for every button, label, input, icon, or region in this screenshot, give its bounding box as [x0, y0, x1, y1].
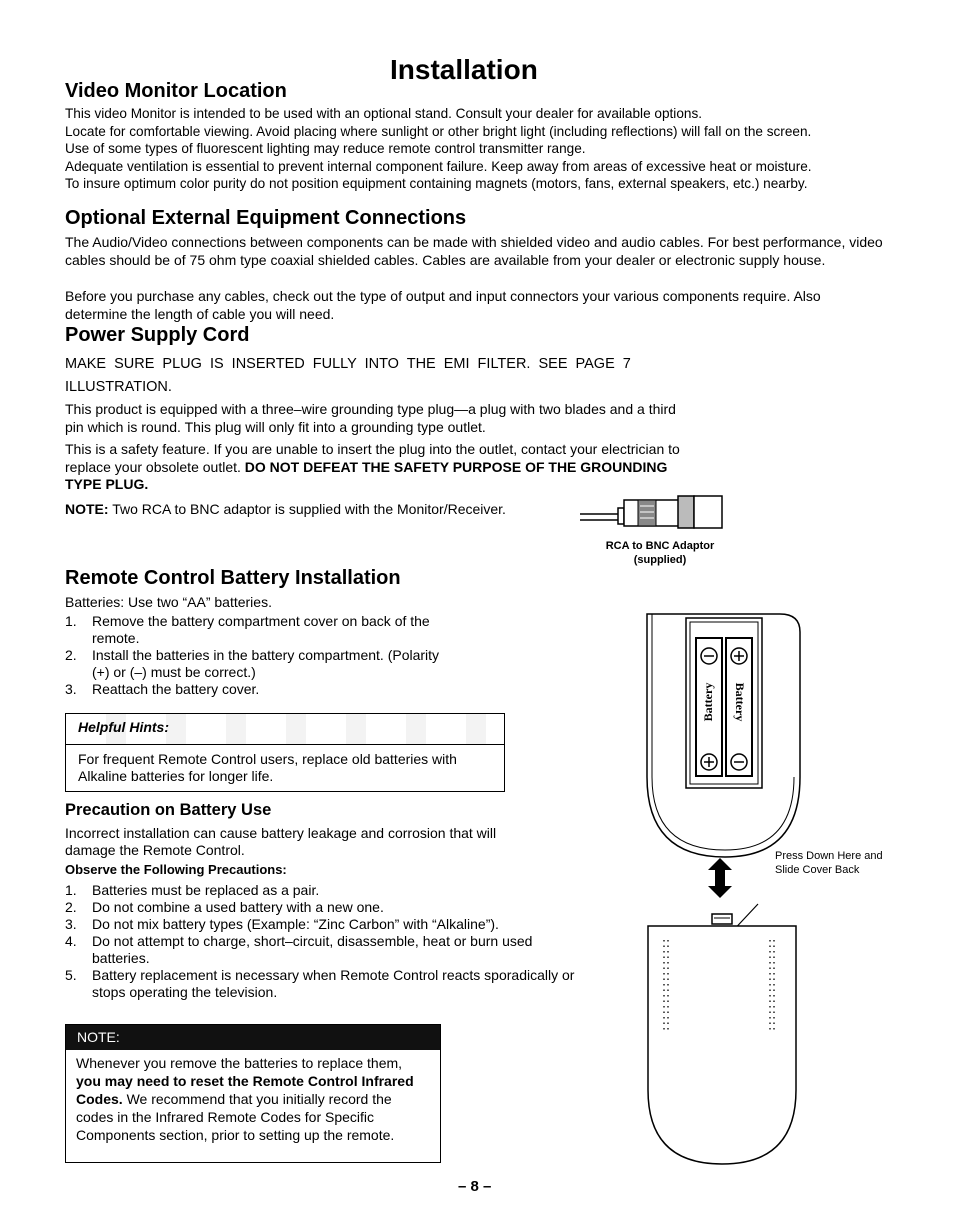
list-item: [65, 681, 455, 698]
hints-text: For frequent Remote Control users, replace old batteries with Alkaline batteries for longer life.: [78, 751, 457, 784]
power-caps-text: MAKE SURE PLUG IS INSERTED FULLY INTO THE EMI FILTER. SEE PAGE 7 ILLUSTRATION.: [65, 356, 631, 395]
item-number: 5.: [65, 967, 77, 983]
video-monitor-line: Use of some types of fluorescent lighting may reduce remote control transmitter range.: [65, 141, 586, 156]
list-item: [65, 899, 585, 916]
external-para-2: Before you purchase any cables, check out the type of output and input connectors your various components require. Also determine the length of cable you will need.: [65, 288, 821, 322]
external-heading: Optional External Equipment Connections: [65, 207, 467, 229]
press-down-label: Press Down Here and Slide Cover Back: [775, 850, 883, 876]
page-number: – 8 –: [458, 1178, 492, 1195]
item-text: Do not mix battery types (Example: “Zinc Carbon” with “Alkaline”).: [92, 916, 499, 932]
helpful-hints-box: [65, 713, 505, 792]
power-note: [65, 501, 506, 519]
note-text: [66, 1050, 440, 1148]
note-text-start: Whenever you remove the batteries to replace them,: [76, 1055, 403, 1071]
video-monitor-text: [65, 105, 883, 193]
power-para-2-text: This is a safety feature. If you are unable to insert the plug into the outlet, contact your electrician to replace your obsolete outlet.: [65, 441, 680, 475]
remote-heading: Remote Control Battery Installation: [65, 567, 401, 589]
step-text: Remove the battery compartment cover on back of the remote.: [92, 613, 430, 646]
note-header: [66, 1025, 440, 1050]
hints-title: Helpful Hints:: [78, 719, 169, 735]
step-number: 1.: [65, 613, 77, 629]
item-number: 2.: [65, 899, 77, 915]
video-monitor-line: To insure optimum color purity do not position equipment containing magnets (motors, fans, external speakers, etc.) nearby.: [65, 176, 808, 191]
power-note-text: Two RCA to BNC adaptor is supplied with the Monitor/Receiver.: [108, 501, 506, 517]
adaptor-caption-line: (supplied): [633, 554, 687, 566]
precaution-heading: Precaution on Battery Use: [65, 801, 272, 819]
step-number: 3.: [65, 681, 77, 697]
item-text: Battery replacement is necessary when Remote Control reacts sporadically or stops operating the television.: [92, 967, 575, 1000]
power-warning: DO NOT DEFEAT THE SAFETY PURPOSE OF THE GROUNDING TYPE PLUG.: [65, 458, 668, 492]
precaution-intro: Incorrect installation can cause battery leakage and corrosion that will damage the Remote Control.: [65, 825, 497, 858]
list-item: [65, 613, 455, 647]
video-monitor-line: This video Monitor is intended to be used with an optional stand. Consult your dealer for available options.: [65, 106, 703, 121]
precaution-observe: Observe the Following Precautions:: [65, 862, 287, 877]
rca-bnc-adaptor-illustration: [578, 494, 734, 534]
list-item: [65, 933, 585, 967]
page-title: Installation: [390, 54, 538, 85]
step-text: Install the batteries in the battery compartment. (Polarity (+) or (–) must be correct.): [92, 647, 440, 680]
battery-label-left: Battery: [701, 682, 715, 722]
note-text-bold: you may need to reset the Remote Control Infrared Codes.: [76, 1073, 414, 1107]
hints-header: [66, 714, 504, 745]
power-note-label: NOTE:: [65, 501, 109, 517]
list-item: [65, 882, 585, 899]
remote-intro: Batteries: Use two “AA” batteries.: [65, 594, 272, 610]
item-number: 4.: [65, 933, 77, 949]
note-text-end: We recommend that you initially record the codes in the Infrared Remote Codes for Specific Components section, prior to setting up the remote.: [76, 1091, 395, 1143]
power-para-1: This product is equipped with a three–wire grounding type plug—a plug with two blades and a third pin which is round. This plug will only fit into a grounding type outlet.: [65, 401, 676, 435]
item-number: 1.: [65, 882, 77, 898]
external-para-1: The Audio/Video connections between components can be made with shielded video and audio cables. For best performance, video cables should be of 75 ohm type coaxial shielded cables. Cables are available from your dealer or electronic supply house.: [65, 234, 883, 268]
item-text: Do not combine a used battery with a new one.: [92, 899, 384, 915]
adaptor-caption-line: RCA to BNC Adaptor: [605, 540, 715, 552]
remote-steps: [65, 613, 455, 698]
power-heading: Power Supply Cord: [65, 324, 250, 346]
item-text: Do not attempt to charge, short–circuit, disassemble, heat or burn used batteries.: [92, 933, 533, 966]
note-label: NOTE:: [77, 1029, 120, 1045]
list-item: [65, 647, 455, 681]
precaution-list: [65, 882, 585, 1001]
step-text: Reattach the battery cover.: [92, 681, 260, 697]
adaptor-caption: [575, 539, 745, 567]
battery-label-right: Battery: [733, 682, 747, 722]
video-monitor-line: Locate for comfortable viewing. Avoid placing where sunlight or other bright light (including reflections) will fall on the screen.: [65, 123, 812, 139]
list-item: [65, 916, 585, 933]
video-monitor-heading: Video Monitor Location: [65, 80, 287, 102]
list-item: [65, 967, 585, 1001]
item-number: 3.: [65, 916, 77, 932]
power-para-2: [65, 441, 695, 494]
note-box: [65, 1024, 441, 1163]
video-monitor-line: Adequate ventilation is essential to prevent internal component failure. Keep away from areas of excessive heat or moisture.: [65, 158, 812, 174]
remote-battery-compartment-illustration: [640, 612, 810, 862]
remote-cover-illustration: [646, 922, 798, 1168]
item-text: Batteries must be replaced as a pair.: [92, 882, 320, 898]
step-number: 2.: [65, 647, 77, 663]
